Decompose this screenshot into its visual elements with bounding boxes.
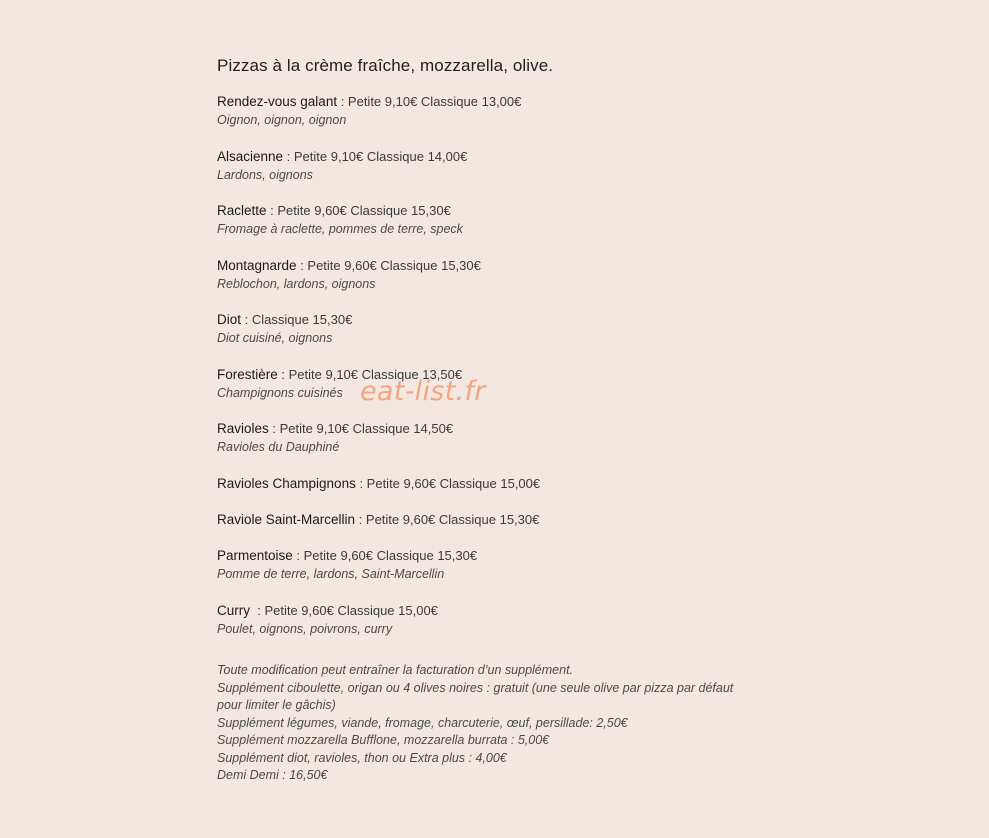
watermark: eat-list.fr [360,376,486,407]
item-prices: : Petite 9,10€ Classique 14,50€ [268,421,454,436]
note-line: pour limiter le gâchis) [217,698,336,713]
menu-item [217,602,777,657]
item-name: Forestière [217,366,278,382]
menu-item [217,475,777,511]
item-prices: : Petite 9,10€ Classique 13,00€ [337,94,522,109]
item-name: Rendez-vous galant [217,94,338,109]
item-name: Ravioles [217,421,269,436]
menu-item [217,366,777,421]
note-line: Supplément mozzarella Bufflone, mozzarella burrata : 5,00€ [217,733,550,748]
item-name: Montagnarde [217,257,297,273]
menu-notes [217,662,777,785]
menu-item [217,257,777,312]
item-description: Fromage à raclette, pommes de terre, speck [217,222,463,236]
item-name: Raviole Saint-Marcellin [217,511,356,527]
menu-title: Pizzas à la crème fraîche, mozzarella, olive. [217,56,554,75]
item-prices: : Petite 9,60€ Classique 15,30€ [355,511,540,527]
item-name: Curry [217,602,250,618]
item-description: Ravioles du Dauphiné [217,440,340,454]
item-prices: : Petite 9,60€ Classique 15,30€ [292,548,478,564]
menu-item [217,202,777,257]
note-line: Supplément ciboulette, origan ou 4 olives noires : gratuit (une seule olive par pizza par défaut [217,680,734,695]
menu-item [217,547,777,602]
pizza-menu [217,55,777,785]
item-prices: : Petite 9,60€ Classique 15,30€ [296,257,481,273]
item-description: Pomme de terre, lardons, Saint-Marcellin [217,567,445,582]
item-description: Poulet, oignons, poivrons, curry [217,621,393,636]
item-prices: : Petite 9,60€ Classique 15,30€ [266,203,451,218]
item-description: Oignon, oignon, oignon [217,113,347,127]
item-description: Reblochon, lardons, oignons [217,276,376,291]
menu-item [217,311,777,366]
menu-item [217,511,777,547]
note-line: Toute modification peut entraîner la facturation d’un supplément. [217,663,574,678]
item-prices: : Petite 9,60€ Classique 15,00€ [250,602,438,618]
item-description: Lardons, oignons [217,167,313,182]
item-name: Diot [217,312,242,327]
item-prices: : Petite 9,10€ Classique 13,50€ [277,366,463,382]
menu-item [217,93,777,148]
menu-item [217,420,777,475]
item-name: Raclette [217,203,267,218]
item-description: Champignons cuisinés [217,385,343,400]
note-line: Supplément diot, ravioles, thon ou Extra plus : 4,00€ [217,750,507,765]
item-name: Parmentoise [217,548,293,564]
item-prices: : Classique 15,30€ [241,312,353,327]
note-line: Supplément légumes, viande, fromage, charcuterie, œuf, persillade: 2,50€ [217,715,628,730]
item-prices: : Petite 9,10€ Classique 14,00€ [283,148,468,164]
item-description: Diot cuisiné, oignons [217,331,333,345]
item-name: Ravioles Champignons [217,475,356,491]
item-name: Alsacienne [217,148,284,164]
note-line: Demi Demi : 16,50€ [217,768,328,783]
menu-item [217,148,777,203]
item-prices: : Petite 9,60€ Classique 15,00€ [355,475,541,491]
